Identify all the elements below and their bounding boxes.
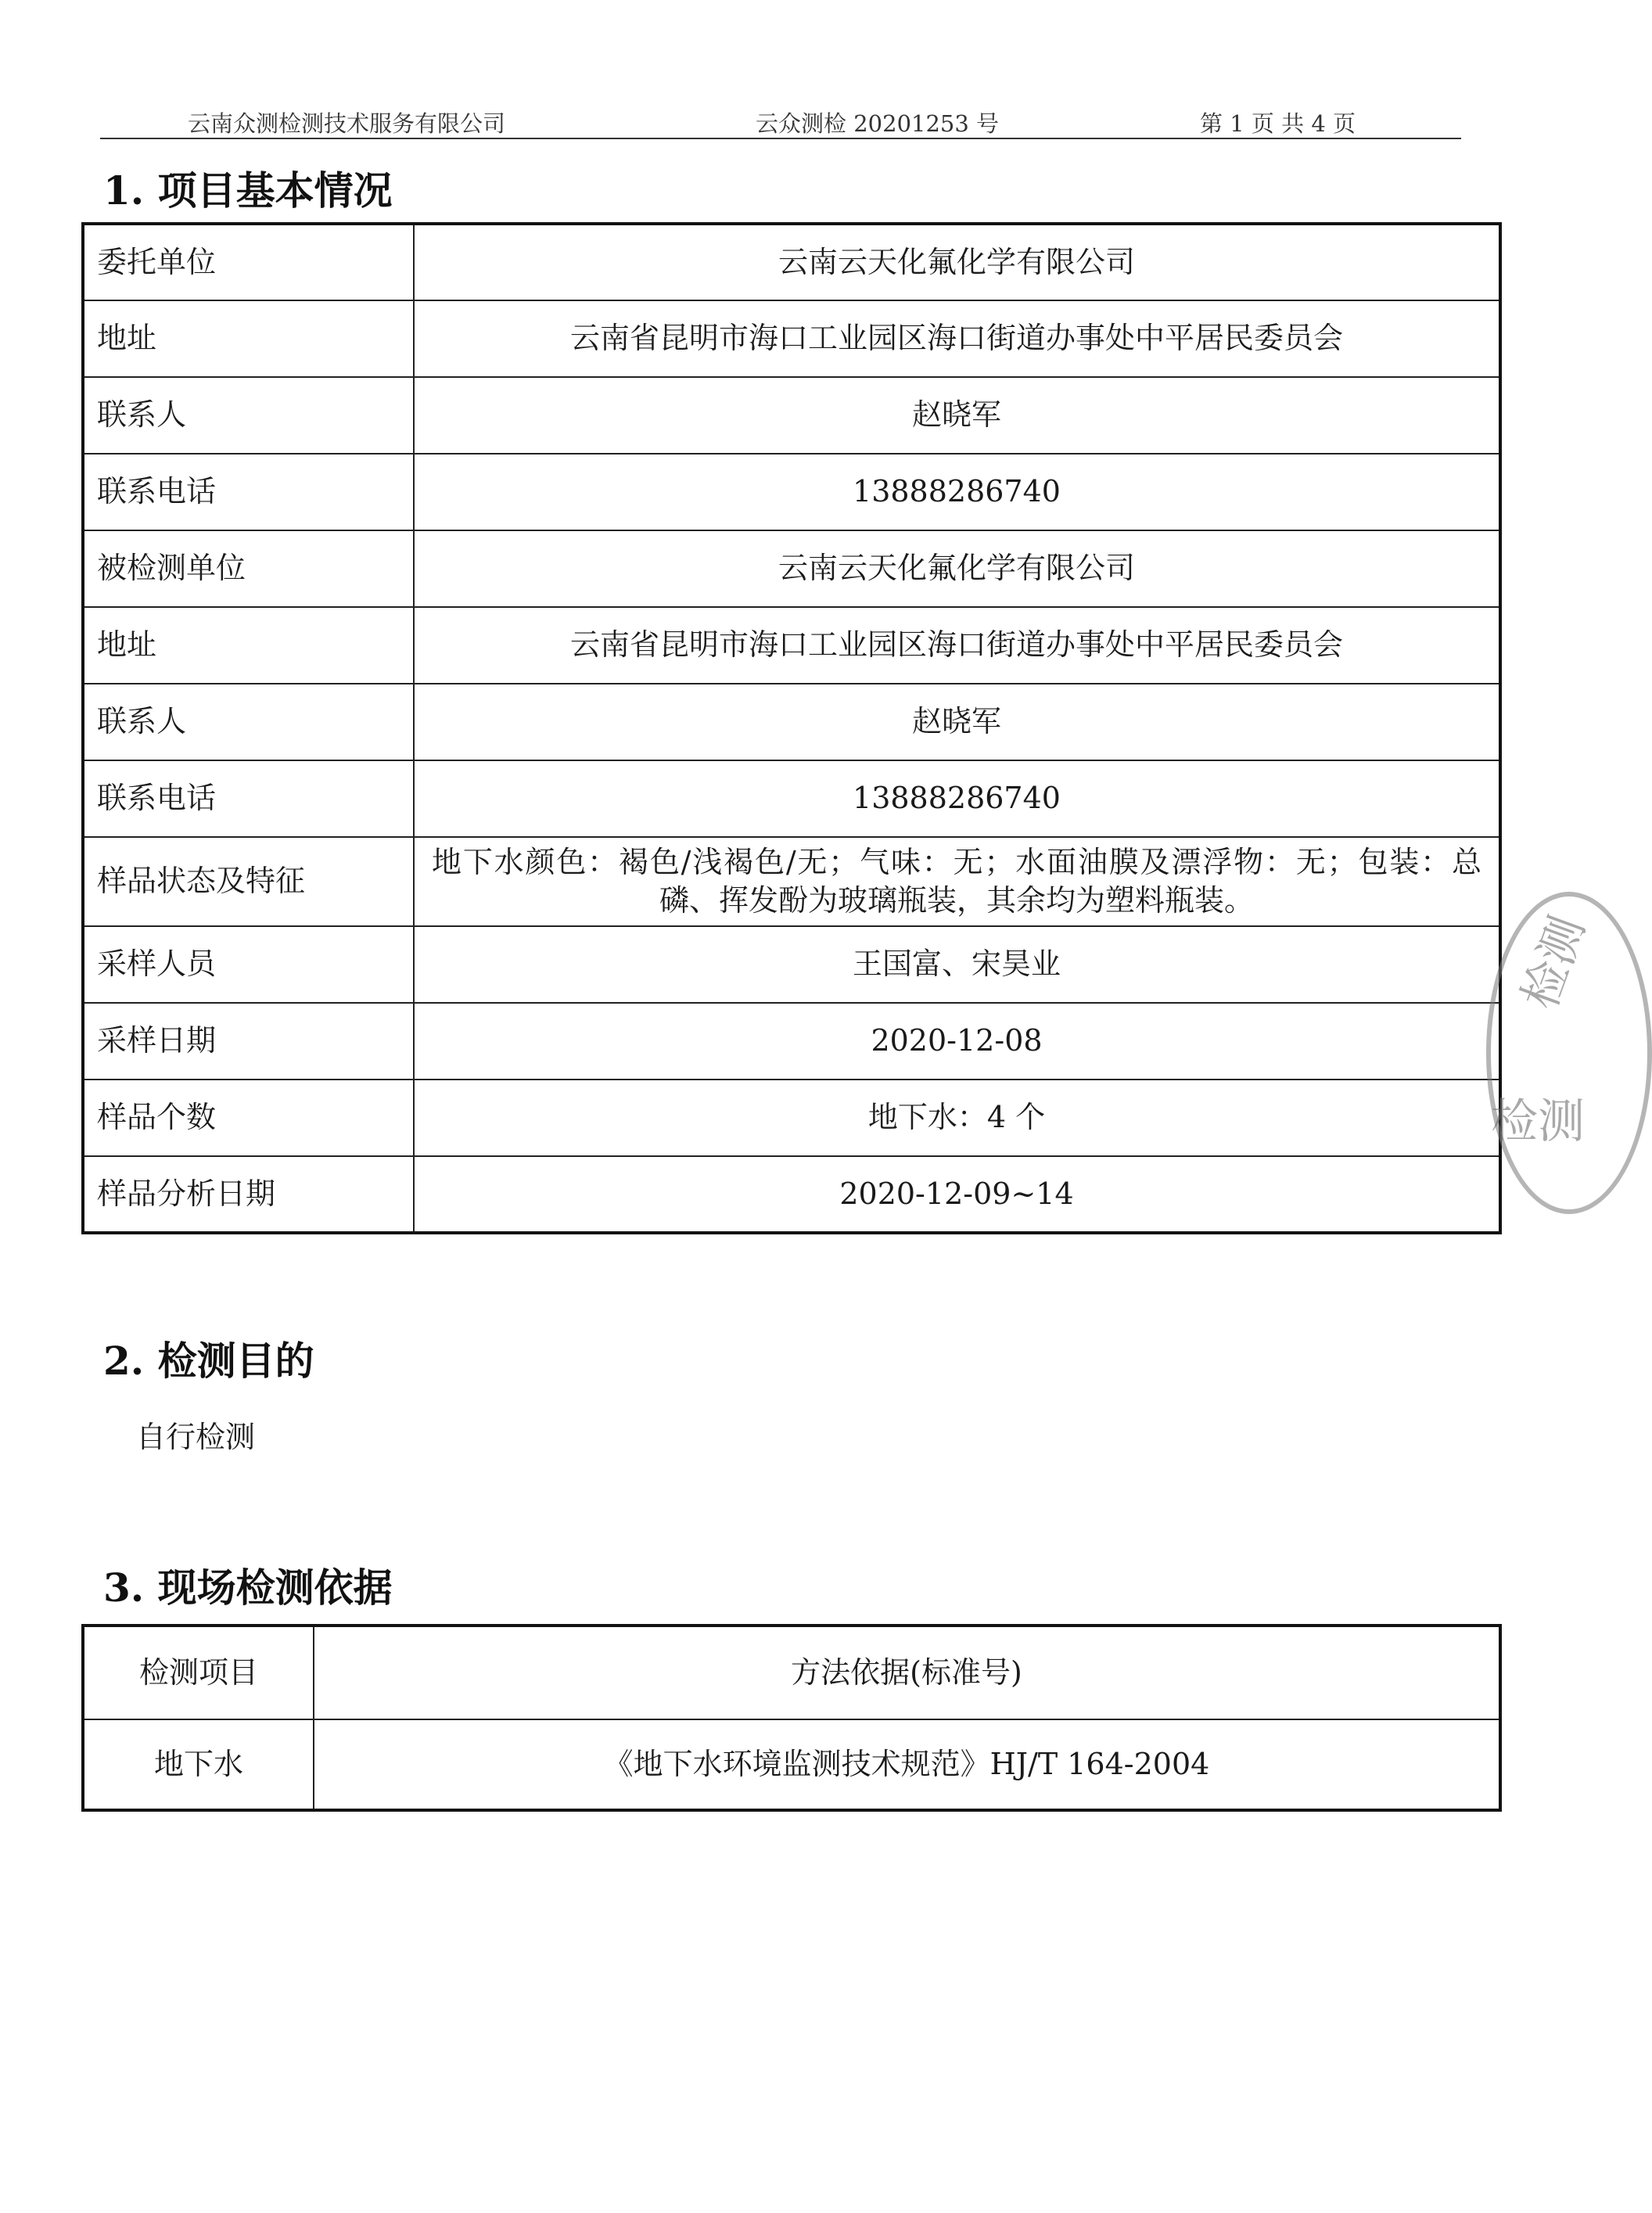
row-value: 云南省昆明市海口工业园区海口街道办事处中平居民委员会 <box>414 607 1500 684</box>
row-label: 样品分析日期 <box>83 1156 414 1233</box>
row-label: 地址 <box>83 607 414 684</box>
page-header <box>100 100 1461 139</box>
row-value: 2020-12-09~14 <box>414 1156 1500 1233</box>
row-value: 赵晓军 <box>414 684 1500 760</box>
table-row <box>83 224 1500 300</box>
row-label: 被检测单位 <box>83 530 414 607</box>
table-row <box>83 760 1500 837</box>
row-label: 委托单位 <box>83 224 414 300</box>
section-title-basis: 3. 现场检测依据 <box>103 1565 393 1611</box>
table-row <box>83 454 1500 530</box>
cell-method: 《地下水环境监测技术规范》HJ/T 164-2004 <box>314 1719 1500 1810</box>
header-company: 云南众测检测技术服务有限公司 <box>188 110 506 137</box>
row-label: 地址 <box>83 300 414 377</box>
row-label: 样品个数 <box>83 1080 414 1156</box>
row-label: 联系电话 <box>83 760 414 837</box>
row-label: 联系人 <box>83 377 414 454</box>
table-row <box>83 607 1500 684</box>
table-row <box>83 926 1500 1003</box>
row-label: 联系电话 <box>83 454 414 530</box>
row-value: 云南云天化氟化学有限公司 <box>414 224 1500 300</box>
row-value: 地下水：4 个 <box>414 1080 1500 1156</box>
row-value: 2020-12-08 <box>414 1003 1500 1080</box>
column-header-item: 检测项目 <box>83 1626 314 1719</box>
header-page-number: 第 1 页 共 4 页 <box>1200 110 1356 137</box>
cell-item: 地下水 <box>83 1719 314 1810</box>
row-label: 采样日期 <box>83 1003 414 1080</box>
table-header-row <box>83 1626 1500 1719</box>
row-value: 13888286740 <box>414 760 1500 837</box>
table-row <box>83 300 1500 377</box>
table-row <box>83 377 1500 454</box>
section-title-purpose: 2. 检测目的 <box>103 1338 314 1384</box>
row-value: 云南省昆明市海口工业园区海口街道办事处中平居民委员会 <box>414 300 1500 377</box>
table-row <box>83 684 1500 760</box>
official-seal-stamp: 检测 检测 <box>1486 892 1652 1214</box>
row-value: 云南云天化氟化学有限公司 <box>414 530 1500 607</box>
row-value: 王国富、宋昊业 <box>414 926 1500 1003</box>
header-report-number: 云众测检 20201253 号 <box>756 110 1000 137</box>
table-row <box>83 837 1500 926</box>
table-row <box>83 1719 1500 1810</box>
row-label: 采样人员 <box>83 926 414 1003</box>
method-basis-table <box>81 1624 1502 1812</box>
purpose-text: 自行检测 <box>136 1420 256 1454</box>
project-info-table <box>81 222 1502 1234</box>
row-value: 地下水颜色：褐色/浅褐色/无；气味：无；水面油膜及漂浮物：无；包装：总磷、挥发酚为玻璃瓶装，其余均为塑料瓶装。 <box>414 837 1500 926</box>
row-label: 样品状态及特征 <box>83 837 414 926</box>
table-row <box>83 1080 1500 1156</box>
section-title-project-info: 1. 项目基本情况 <box>103 167 393 214</box>
column-header-method: 方法依据(标准号) <box>314 1626 1500 1719</box>
table-row <box>83 530 1500 607</box>
table-row <box>83 1003 1500 1080</box>
row-value: 赵晓军 <box>414 377 1500 454</box>
row-value: 13888286740 <box>414 454 1500 530</box>
table-row <box>83 1156 1500 1233</box>
row-label: 联系人 <box>83 684 414 760</box>
